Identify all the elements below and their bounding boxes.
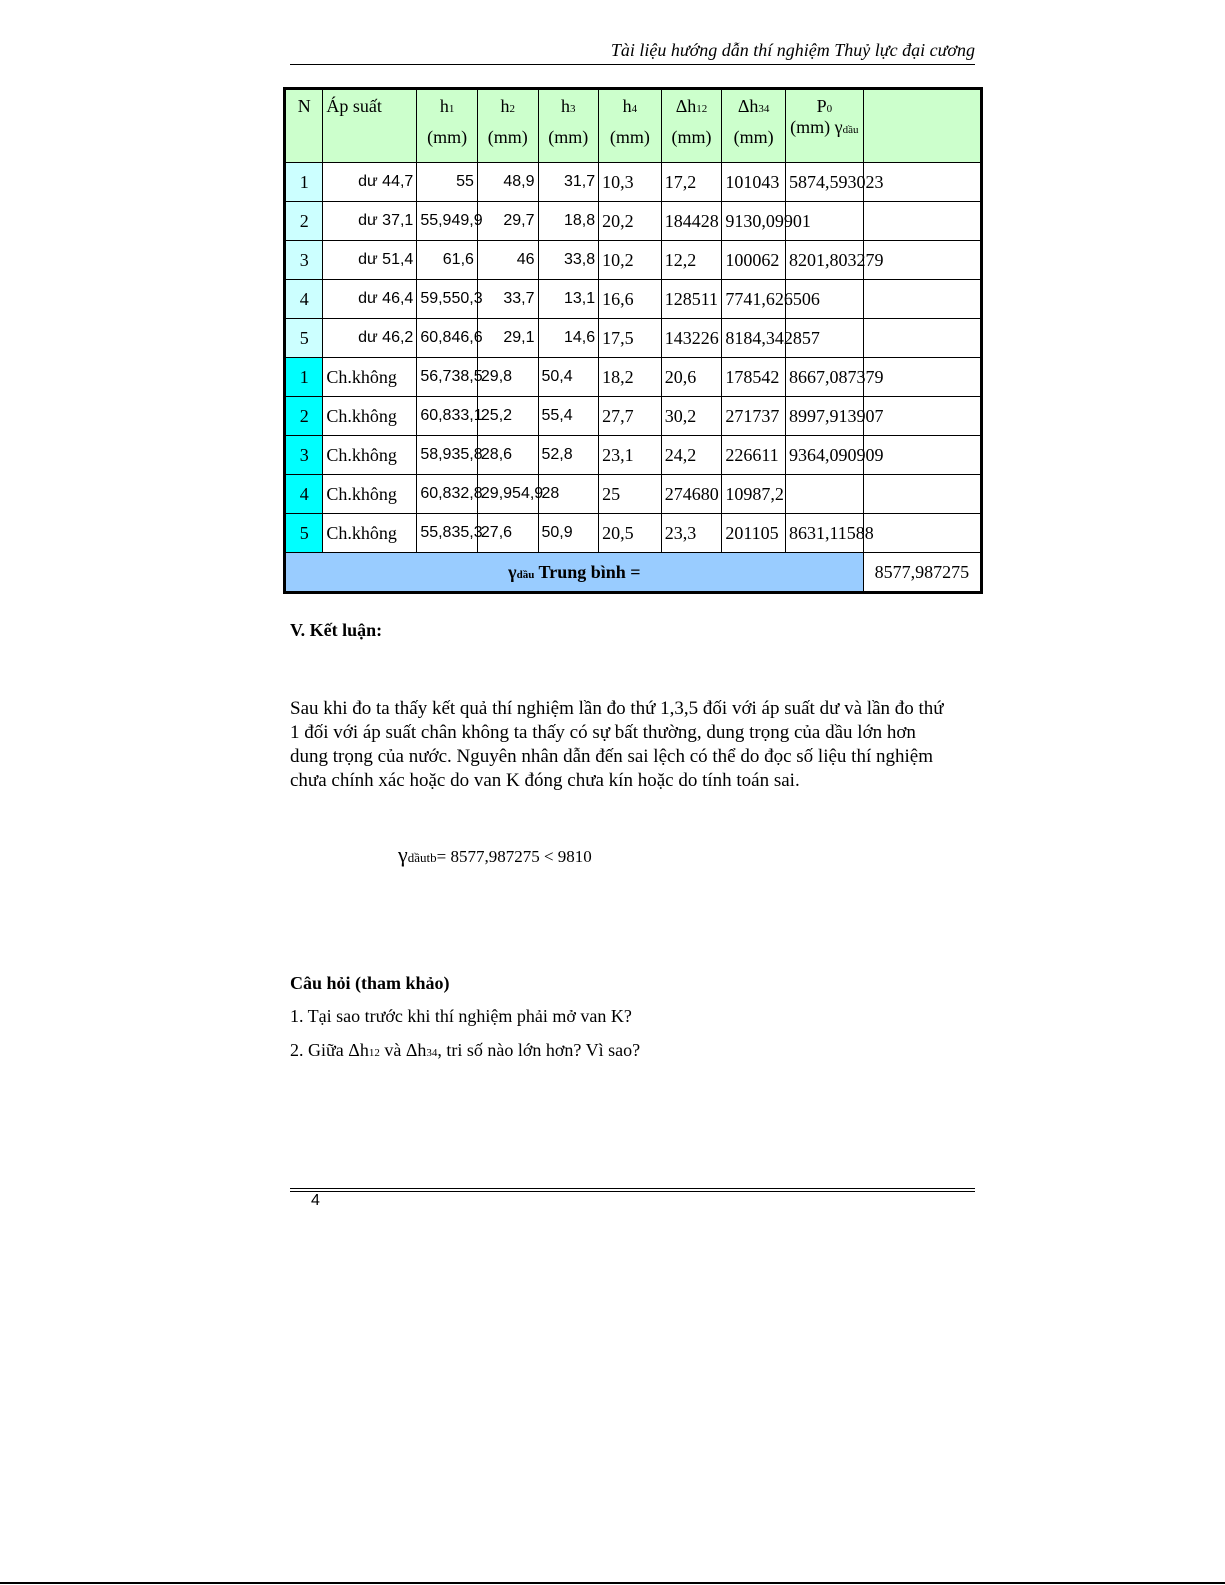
header-pressure: Áp suất xyxy=(323,89,417,163)
cell-c2: 27,6 xyxy=(477,514,538,553)
cell-c5: 20,6 xyxy=(661,358,722,397)
cell-c3: 28 xyxy=(538,475,599,514)
cell-c7: 9364,090909 xyxy=(785,436,863,475)
cell-type: dư 44,7 xyxy=(323,163,417,202)
cell-idx: 2 xyxy=(285,202,323,241)
cell-c1: 59,550,3 xyxy=(417,280,478,319)
cell-idx: 5 xyxy=(285,514,323,553)
cell-c2: 33,7 xyxy=(477,280,538,319)
cell-c5: 274680 xyxy=(661,475,722,514)
conclusion-paragraph: Sau khi đo ta thấy kết quả thí nghiệm lần đo thứ 1,3,5 đối với áp suất dư và lần đo thứ 1 đối với áp suất chân không ta thấy có sự bất thường, dung trọng của dầu lớn hơn dung trọng của nước. Nguyên nhân dẫn đến sai lệch có thể do đọc số liệu thí nghiệm chưa chính xác hoặc do van K đóng chưa kín hoặc do tính toán sai. xyxy=(290,698,944,791)
header-h4: h4 (mm) xyxy=(599,89,662,163)
cell-c3: 14,6 xyxy=(538,319,599,358)
cell-c5: 23,3 xyxy=(661,514,722,553)
question-1: 1. Tại sao trước khi thí nghiệm phải mở van K? xyxy=(290,1006,632,1026)
cell-c8 xyxy=(863,514,981,553)
cell-c7: 8997,913907 xyxy=(785,397,863,436)
cell-c6: 9130,09901 xyxy=(722,202,786,241)
cell-idx: 2 xyxy=(285,397,323,436)
header-no: N xyxy=(285,89,323,163)
cell-idx: 4 xyxy=(285,475,323,514)
cell-type: Ch.không xyxy=(323,397,417,436)
header-p0: P0 (mm) γdầu xyxy=(785,89,863,163)
cell-c7: 8201,803279 xyxy=(785,241,863,280)
cell-c1: 55 xyxy=(417,163,478,202)
cell-c6: 201105 xyxy=(722,514,786,553)
average-value: 8577,987275 xyxy=(863,553,981,593)
cell-type: Ch.không xyxy=(323,436,417,475)
average-label: γdầu Trung bình = xyxy=(285,553,864,593)
cell-c1: 58,935,8 xyxy=(417,436,478,475)
cell-c6: 8184,342857 xyxy=(722,319,786,358)
cell-c4: 23,1 xyxy=(599,436,662,475)
cell-c6: 7741,626506 xyxy=(722,280,786,319)
cell-type: Ch.không xyxy=(323,475,417,514)
cell-c4: 17,5 xyxy=(599,319,662,358)
cell-c1: 60,846,6 xyxy=(417,319,478,358)
table-row xyxy=(285,319,982,358)
cell-c3: 50,4 xyxy=(538,358,599,397)
cell-c1: 60,833,1 xyxy=(417,397,478,436)
cell-c3: 55,4 xyxy=(538,397,599,436)
table-row xyxy=(285,475,982,514)
cell-type: Ch.không xyxy=(323,514,417,553)
cell-c7 xyxy=(785,475,863,514)
cell-c5: 24,2 xyxy=(661,436,722,475)
cell-c3: 13,1 xyxy=(538,280,599,319)
cell-c1: 55,835,3 xyxy=(417,514,478,553)
cell-c4: 10,3 xyxy=(599,163,662,202)
header-h3: h3 (mm) xyxy=(538,89,599,163)
cell-c2: 29,7 xyxy=(477,202,538,241)
cell-c3: 50,9 xyxy=(538,514,599,553)
cell-c5: 184428 xyxy=(661,202,722,241)
header-dh34: Δh34 (mm) xyxy=(722,89,786,163)
header-rule xyxy=(290,64,975,65)
cell-c3: 52,8 xyxy=(538,436,599,475)
footer-rule xyxy=(290,1188,975,1189)
cell-c4: 18,2 xyxy=(599,358,662,397)
cell-idx: 5 xyxy=(285,319,323,358)
table-row xyxy=(285,241,982,280)
cell-c4: 16,6 xyxy=(599,280,662,319)
cell-type: dư 51,4 xyxy=(323,241,417,280)
cell-c6: 10987,2 xyxy=(722,475,786,514)
cell-idx: 3 xyxy=(285,241,323,280)
page-number: 4 xyxy=(311,1192,320,1209)
header-empty xyxy=(863,89,981,163)
table-row xyxy=(285,436,982,475)
table-row xyxy=(285,280,982,319)
cell-c5: 17,2 xyxy=(661,163,722,202)
page-bottom-edge xyxy=(0,1582,1225,1584)
cell-c4: 25 xyxy=(599,475,662,514)
cell-c1: 56,738,5 xyxy=(417,358,478,397)
cell-c1: 61,6 xyxy=(417,241,478,280)
cell-c4: 27,7 xyxy=(599,397,662,436)
cell-c3: 18,8 xyxy=(538,202,599,241)
cell-c6: 101043 xyxy=(722,163,786,202)
cell-c5: 30,2 xyxy=(661,397,722,436)
cell-c2: 29,1 xyxy=(477,319,538,358)
cell-type: dư 46,2 xyxy=(323,319,417,358)
cell-c5: 12,2 xyxy=(661,241,722,280)
conclusion-heading: V. Kết luận: xyxy=(290,620,383,640)
cell-c8 xyxy=(863,280,981,319)
table-row xyxy=(285,358,982,397)
cell-c1: 60,832,8 xyxy=(417,475,478,514)
cell-c8 xyxy=(863,319,981,358)
question-2: 2. Giữa Δh12 và Δh34, tri số nào lớn hơn? Vì sao? xyxy=(290,1040,641,1060)
cell-c4: 20,2 xyxy=(599,202,662,241)
data-table xyxy=(283,87,983,594)
questions-heading: Câu hỏi (tham khảo) xyxy=(290,973,450,993)
cell-c3: 31,7 xyxy=(538,163,599,202)
cell-c2: 29,8 xyxy=(477,358,538,397)
cell-c5: 128511 xyxy=(661,280,722,319)
cell-c4: 20,5 xyxy=(599,514,662,553)
document-header-title: Tài liệu hướng dẫn thí nghiệm Thuỷ lực đại cương xyxy=(610,40,975,60)
cell-c1: 55,949,9 xyxy=(417,202,478,241)
cell-type: dư 37,1 xyxy=(323,202,417,241)
table-row xyxy=(285,514,982,553)
table-row xyxy=(285,163,982,202)
cell-type: dư 46,4 xyxy=(323,280,417,319)
header-h2: h2 (mm) xyxy=(477,89,538,163)
cell-idx: 4 xyxy=(285,280,323,319)
cell-c8 xyxy=(863,475,981,514)
table-row xyxy=(285,397,982,436)
cell-c6: 271737 xyxy=(722,397,786,436)
cell-c2: 46 xyxy=(477,241,538,280)
cell-c7: 5874,593023 xyxy=(785,163,863,202)
cell-c7: 8667,087379 xyxy=(785,358,863,397)
cell-idx: 1 xyxy=(285,163,323,202)
average-formula: γdầutb= 8577,987275 < 9810 xyxy=(398,842,592,867)
cell-c2: 48,9 xyxy=(477,163,538,202)
table-row xyxy=(285,202,982,241)
cell-c3: 33,8 xyxy=(538,241,599,280)
header-dh12: Δh12 (mm) xyxy=(661,89,722,163)
header-h1: h1 (mm) xyxy=(417,89,478,163)
cell-c2: 25,2 xyxy=(477,397,538,436)
cell-c8 xyxy=(863,202,981,241)
cell-c2: 28,6 xyxy=(477,436,538,475)
cell-c5: 143226 xyxy=(661,319,722,358)
cell-c6: 178542 xyxy=(722,358,786,397)
average-row xyxy=(285,553,982,593)
table-header-row xyxy=(285,89,982,163)
cell-type: Ch.không xyxy=(323,358,417,397)
cell-c2: 29,954,9 xyxy=(477,475,538,514)
cell-idx: 1 xyxy=(285,358,323,397)
cell-c6: 100062 xyxy=(722,241,786,280)
footer-rule-double xyxy=(290,1191,975,1192)
cell-idx: 3 xyxy=(285,436,323,475)
cell-c4: 10,2 xyxy=(599,241,662,280)
cell-c6: 226611 xyxy=(722,436,786,475)
cell-c7: 8631,11588 xyxy=(785,514,863,553)
